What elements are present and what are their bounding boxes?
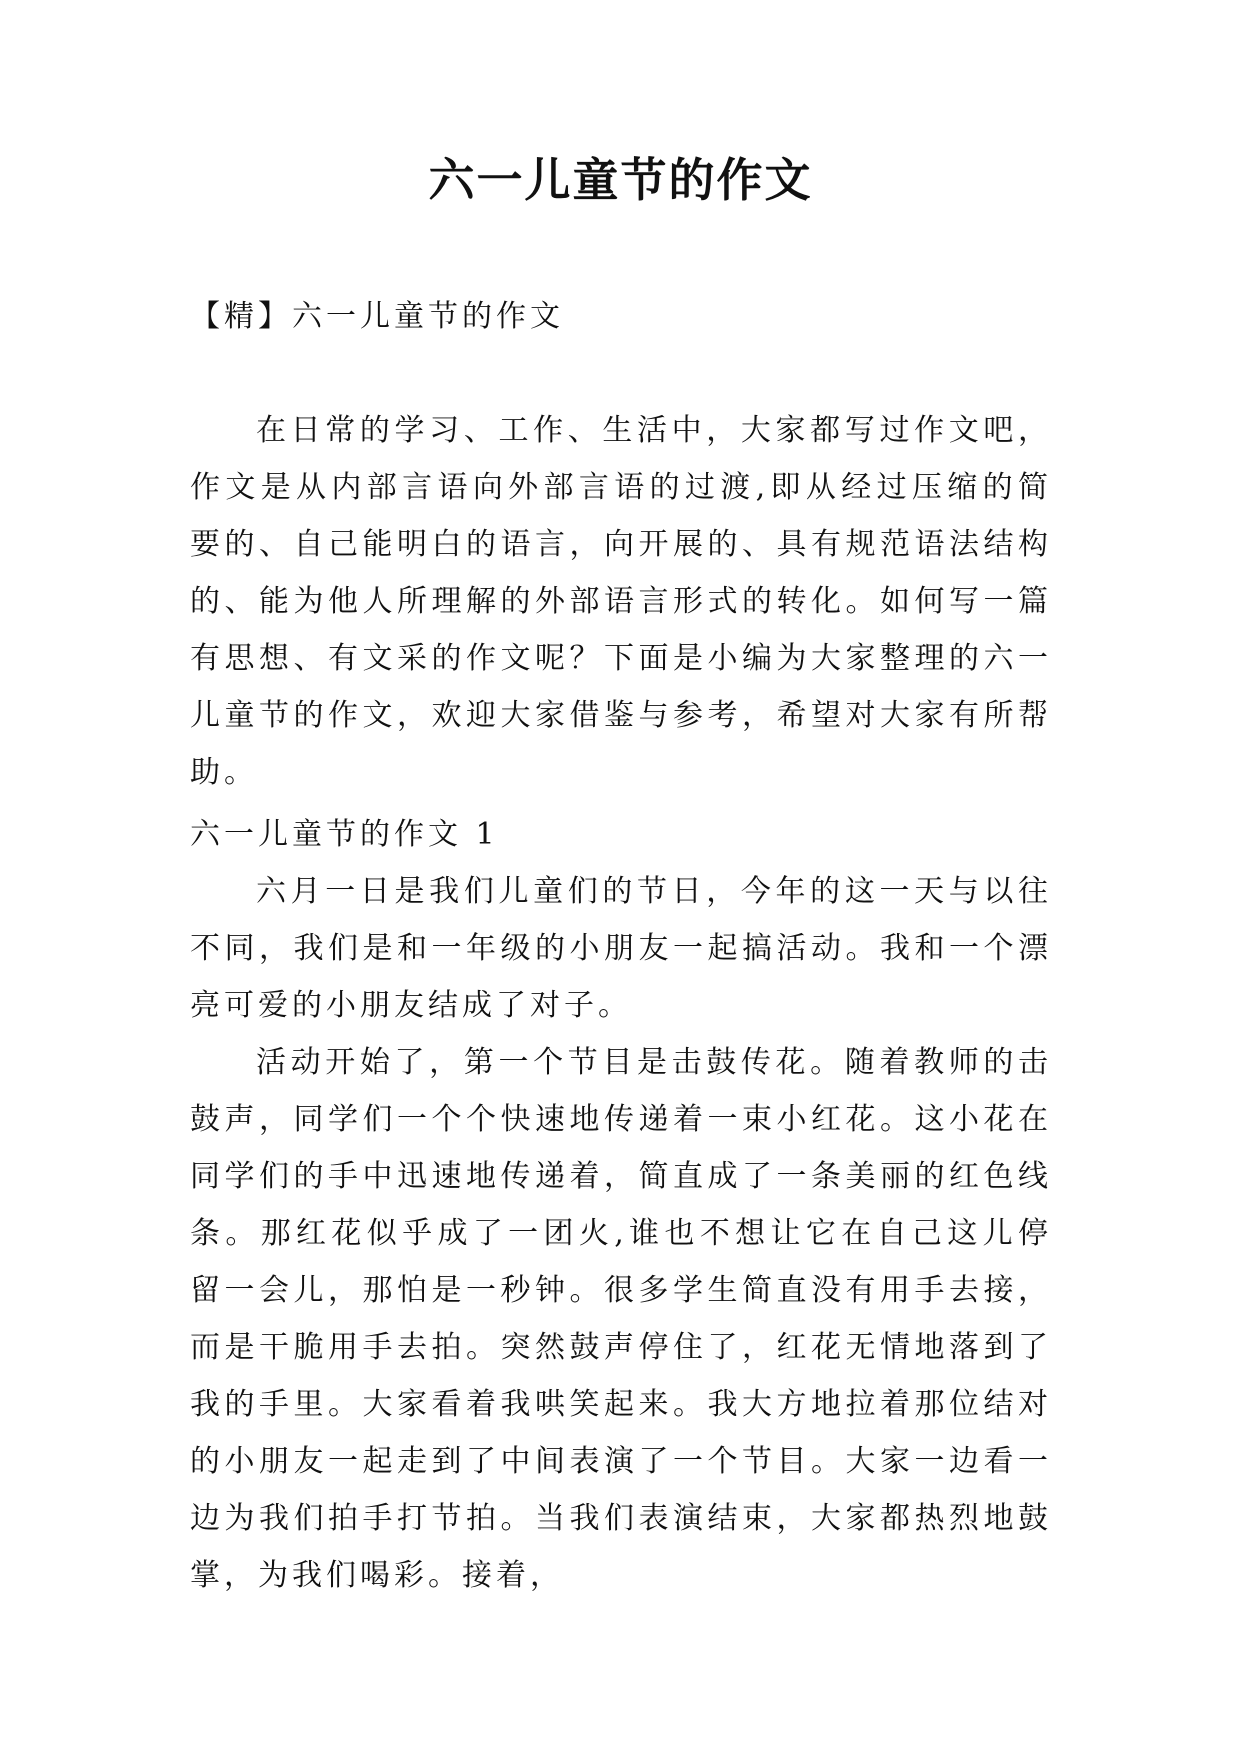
body-paragraph: 六月一日是我们儿童们的节日，今年的这一天与以往不同，我们是和一年级的小朋友一起搞活动。我和一个漂亮可爱的小朋友结成了对子。 <box>190 874 1052 1023</box>
document-subtitle: 【精】六一儿童节的作文 <box>190 299 564 334</box>
document-title: 六一儿童节的作文 <box>428 153 813 207</box>
intro-paragraph: 在日常的学习、工作、生活中，大家都写过作文吧，作文是从内部言语向外部言语的过渡,即从经过压缩的简要的、自己能明白的语言，向开展的、具有规范语法结构的、能为他人所理解的外部语言形式的转化。如何写一篇有思想、有文采的作文呢？下面是小编为大家整理的六一儿童节的作文，欢迎大家借鉴与参考，希望对大家有所帮助。 <box>190 413 1052 790</box>
body-paragraph: 活动开始了，第一个节目是击鼓传花。随着教师的击鼓声，同学们一个个快速地传递着一束小红花。这小花在同学们的手中迅速地传递着，简直成了一条美丽的红色线条。那红花似乎成了一团火,谁也不想让它在自己这儿停留一会儿，那怕是一秒钟。很多学生简直没有用手去接，而是干脆用手去拍。突然鼓声停住了，红花无情地落到了我的手里。大家看着我哄笑起来。我大方地拉着那位结对的小朋友一起走到了中间表演了一个节目。大家一边看一边为我们拍手打节拍。当我们表演结束，大家都热烈地鼓掌，为我们喝彩。接着， <box>190 1045 1052 1593</box>
section-heading: 六一儿童节的作文 1 <box>190 817 499 852</box>
